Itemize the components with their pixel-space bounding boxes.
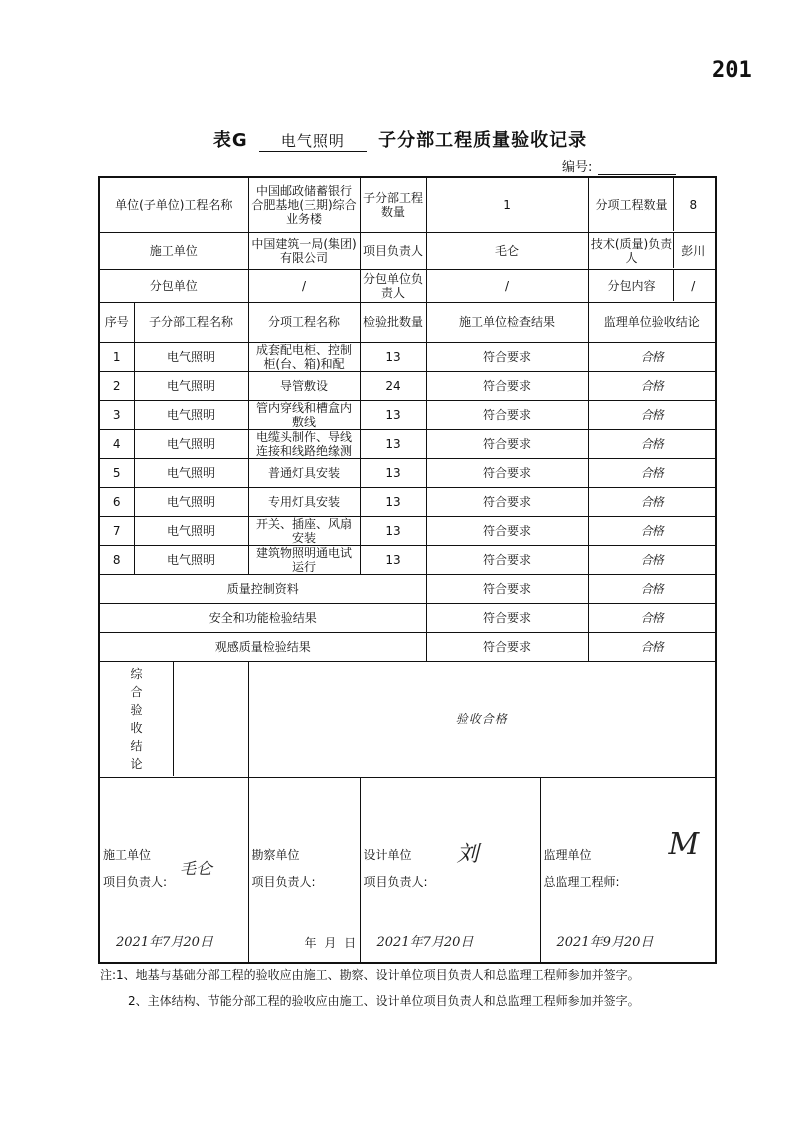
signature-construction — [99, 777, 248, 963]
row-no: 8 — [99, 545, 134, 574]
table-row — [99, 400, 716, 429]
row-result: 符合要求 — [426, 545, 588, 574]
row-item: 导管敷设 — [248, 371, 360, 400]
overall-conclusion-row — [99, 661, 716, 777]
sign-date: 年 月 日 — [304, 935, 359, 950]
row-count: 13 — [360, 400, 426, 429]
row-item: 开关、插座、风扇安装 — [248, 516, 360, 545]
row-sub: 电气照明 — [134, 516, 248, 545]
table-row — [99, 429, 716, 458]
constructor-value: 中国建筑一局(集团)有限公司 — [248, 232, 360, 269]
number-label: 编号: — [562, 160, 593, 175]
col-item: 分项工程名称 — [248, 302, 360, 342]
sub-content-value: / — [691, 278, 696, 293]
row-sub: 电气照明 — [134, 342, 248, 371]
acceptance-table — [98, 176, 717, 964]
col-no: 序号 — [99, 302, 134, 342]
signature-row — [99, 777, 716, 963]
overall-label-cell — [99, 661, 248, 777]
summary-result: 符合要求 — [426, 574, 588, 603]
row-no: 4 — [99, 429, 134, 458]
summary-conclusion-signature: 合格 — [588, 574, 716, 603]
sign-date: 2021年9月20日 — [556, 934, 654, 950]
row-sub: 电气照明 — [134, 487, 248, 516]
signature-design — [360, 777, 540, 963]
table-row — [99, 458, 716, 487]
row-conclusion-signature: 合格 — [588, 545, 716, 574]
unit-label: 单位(子单位)工程名称 — [99, 177, 248, 232]
table-row — [99, 487, 716, 516]
row-count: 13 — [360, 487, 426, 516]
table-row — [99, 545, 716, 574]
row-result: 符合要求 — [426, 400, 588, 429]
row-conclusion-signature: 合格 — [588, 400, 716, 429]
row-item: 普通灯具安装 — [248, 458, 360, 487]
pm-value: 毛仑 — [426, 232, 588, 269]
handwritten-signature: 刘 — [456, 841, 479, 867]
sign-unit: 施工单位 — [103, 847, 152, 862]
row-sub: 电气照明 — [134, 400, 248, 429]
summary-row — [99, 603, 716, 632]
row-no: 6 — [99, 487, 134, 516]
col-result: 施工单位检查结果 — [426, 302, 588, 342]
row-no: 3 — [99, 400, 134, 429]
tech-value: 彭川 — [681, 243, 706, 258]
sign-unit: 设计单位 — [363, 847, 412, 862]
sign-role: 总监理工程师: — [543, 874, 620, 889]
table-row — [99, 342, 716, 371]
row-item: 电缆头制作、导线连接和线路绝缘测 — [248, 429, 360, 458]
overall-conclusion-signature: 验收合格 — [248, 661, 716, 777]
col-conclusion: 监理单位验收结论 — [588, 302, 716, 342]
table-row — [99, 371, 716, 400]
item-count-value: 8 — [689, 197, 698, 212]
tech-cell — [588, 232, 716, 269]
note-1: 注:1、地基与基础分部工程的验收应由施工、勘察、设计单位项目负责人和总监理工程师参加并签字。 — [100, 968, 640, 982]
pm-label: 项目负责人 — [360, 232, 426, 269]
form-number — [562, 156, 676, 175]
row-result: 符合要求 — [426, 429, 588, 458]
row-item: 管内穿线和槽盒内敷线 — [248, 400, 360, 429]
row-count: 13 — [360, 458, 426, 487]
signature-survey — [248, 777, 360, 963]
item-count-label: 分项工程数量 — [591, 178, 674, 231]
signature-supervision — [540, 777, 716, 963]
row-conclusion-signature: 合格 — [588, 487, 716, 516]
title-subject: 电气照明 — [259, 130, 367, 152]
row-result: 符合要求 — [426, 487, 588, 516]
row-count: 13 — [360, 342, 426, 371]
sub-leader-label: 分包单位负责人 — [360, 269, 426, 302]
handwritten-signature: 毛仑 — [180, 858, 213, 878]
row-count: 13 — [360, 516, 426, 545]
summary-row — [99, 632, 716, 661]
subcontractor-value: / — [248, 269, 360, 302]
page-number: 201 — [712, 58, 752, 83]
number-blank — [598, 174, 676, 175]
sub-leader-value: / — [426, 269, 588, 302]
row-result: 符合要求 — [426, 342, 588, 371]
row-conclusion-signature: 合格 — [588, 516, 716, 545]
summary-label: 安全和功能检验结果 — [99, 603, 426, 632]
row-conclusion-signature: 合格 — [588, 371, 716, 400]
row-no: 2 — [99, 371, 134, 400]
row-conclusion-signature: 合格 — [588, 429, 716, 458]
col-count: 检验批数量 — [360, 302, 426, 342]
row-count: 13 — [360, 545, 426, 574]
item-count-cell — [588, 177, 716, 232]
row-count: 24 — [360, 371, 426, 400]
summary-label: 观感质量检验结果 — [99, 632, 426, 661]
form-title — [0, 126, 800, 152]
column-header-row — [99, 302, 716, 342]
summary-row — [99, 574, 716, 603]
row-sub: 电气照明 — [134, 545, 248, 574]
row-sub: 电气照明 — [134, 458, 248, 487]
sub-count-value: 1 — [426, 177, 588, 232]
unit-value: 中国邮政储蓄银行合肥基地(三期)综合业务楼 — [248, 177, 360, 232]
row-count: 13 — [360, 429, 426, 458]
row-sub: 电气照明 — [134, 371, 248, 400]
subcontractor-label: 分包单位 — [99, 269, 248, 302]
row-conclusion-signature: 合格 — [588, 458, 716, 487]
col-sub: 子分部工程名称 — [134, 302, 248, 342]
row-result: 符合要求 — [426, 371, 588, 400]
note-2: 2、主体结构、节能分部工程的验收应由施工、设计单位项目负责人和总监理工程师参加并签字。 — [128, 994, 640, 1008]
footnotes — [100, 962, 640, 1014]
sign-role: 项目负责人: — [363, 874, 428, 889]
sign-unit: 勘察单位 — [251, 847, 300, 862]
sub-content-cell — [588, 269, 716, 302]
row-conclusion-signature: 合格 — [588, 342, 716, 371]
row-item: 成套配电柜、控制柜(台、箱)和配 — [248, 342, 360, 371]
row-item: 专用灯具安装 — [248, 487, 360, 516]
summary-conclusion-signature: 合格 — [588, 603, 716, 632]
row-result: 符合要求 — [426, 516, 588, 545]
overall-label: 综合验收结论 — [130, 667, 143, 771]
constructor-label: 施工单位 — [99, 232, 248, 269]
summary-result: 符合要求 — [426, 603, 588, 632]
summary-conclusion-signature: 合格 — [588, 632, 716, 661]
sign-unit: 监理单位 — [543, 847, 592, 862]
row-no: 7 — [99, 516, 134, 545]
handwritten-signature: M — [668, 826, 700, 862]
row-no: 1 — [99, 342, 134, 371]
sign-date: 2021年7月20日 — [116, 934, 213, 950]
sign-date: 2021年7月20日 — [376, 934, 474, 950]
table-row — [99, 516, 716, 545]
sign-role: 项目负责人: — [103, 874, 168, 889]
row-item: 建筑物照明通电试运行 — [248, 545, 360, 574]
summary-result: 符合要求 — [426, 632, 588, 661]
sign-role: 项目负责人: — [251, 874, 316, 889]
title-prefix: 表G — [212, 130, 248, 151]
sub-content-label: 分包内容 — [591, 270, 674, 301]
row-result: 符合要求 — [426, 458, 588, 487]
row-no: 5 — [99, 458, 134, 487]
summary-label: 质量控制资料 — [99, 574, 426, 603]
row-sub: 电气照明 — [134, 429, 248, 458]
title-suffix: 子分部工程质量验收记录 — [378, 130, 588, 151]
tech-label: 技术(质量)负责人 — [591, 233, 674, 268]
sub-count-label: 子分部工程数量 — [360, 177, 426, 232]
